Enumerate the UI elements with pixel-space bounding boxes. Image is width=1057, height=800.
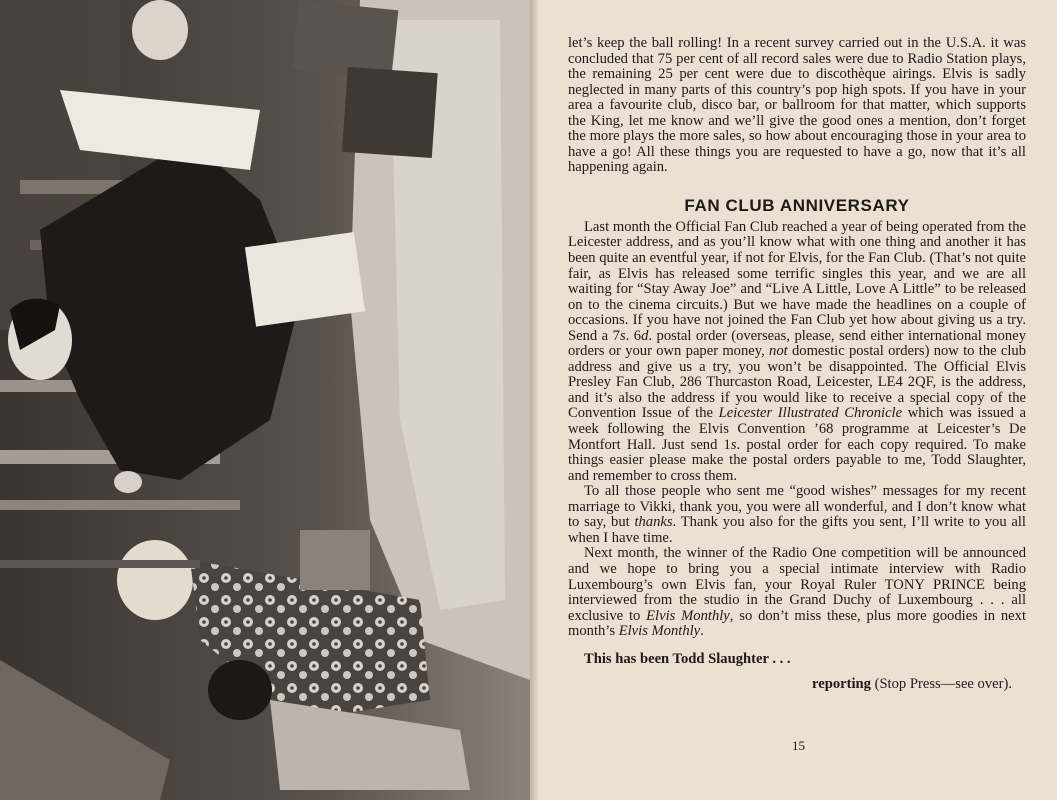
page-gutter — [530, 0, 538, 800]
next-month-paragraph: Next month, the winner of the Radio One competition will be announced and we hope to bring you a special intimate interview with Radio Luxembourg’s own Elvis fan, your Royal Ruler TONY PRINCE being interviewed from the studio in the Grand Duchy of Luxembourg . . . all exclusive to Elvis Monthly, so don’t miss these, plus more goodies in next month’s Elvis Monthly. — [568, 545, 1027, 640]
good-wishes-paragraph: To all those people who sent me “good wishes” messages for my recent marriage to Vikki, thank you, you were all wonderful, and I don’t know what to say, but thanks. Thank you also for the gifts you sent, I’ll write to you all when I have time. — [568, 483, 1026, 546]
reporting-line: reporting (Stop Press—see over). — [812, 676, 1012, 693]
article-body — [568, 36, 1026, 693]
signoff-line: This has been Todd Slaughter . . . — [584, 650, 791, 667]
intro-paragraph: let’s keep the ball rolling! In a recent survey carried out in the U.S.A. it was concluded that 75 per cent of all record sales were due to Radio Station plays, the remaining 25 per cent were due to discothèque airings. Elvis is sadly neglected in many parts of this country’s pop high spots. If you have in your area a favourite club, disco bar, or ballroom for that matter, which supports the King, let me know and we’ll give the good ones a mention, don’t forget the more plays the more sales, so how about encouraging those in your area to have a go! All these things you are requested to have a go, now that it’s all happening again. — [568, 35, 1026, 176]
text-page — [538, 0, 1057, 800]
page-number: 15 — [792, 738, 805, 753]
section-heading: FAN CLUB ANNIVERSARY — [684, 195, 910, 215]
fan-club-paragraph: Last month the Official Fan Club reached a year of being operated from the Leicester address, and as you’ll know what with one thing and another it has been quite an eventful year, if not for Elvis, for the Fan Club. (That’s not quite fair, as Elvis has released some terrific singles this year, and we are all waiting for “Stay Away Joe” and “Live A Little, Love A Little” to be released on to the cinema circuits.) But we have made the headlines on a couple of occasions. If you have not joined the Fan Club yet how about giving us a try. Send a 7s. 6d. postal order (overseas, please, send either international money orders or your own paper money, not domestic postal orders) now to the club address and give us a try, you won’t be disappointed. The Official Elvis Presley Fan Club, 286 Thurcaston Road, Leicester, LE4 2QF, is the address, and it’s also the address if you would like to receive a special copy of the Convention Issue of the Leicester Illustrated Chronicle which was issued a week following the Elvis Convention ’68 programme at Leicester’s De Montfort Hall. Just send 1s. postal order for each copy required. To make things easier please make the postal orders payable to me, Todd Slaughter, and remember to cross them. — [568, 218, 1027, 484]
